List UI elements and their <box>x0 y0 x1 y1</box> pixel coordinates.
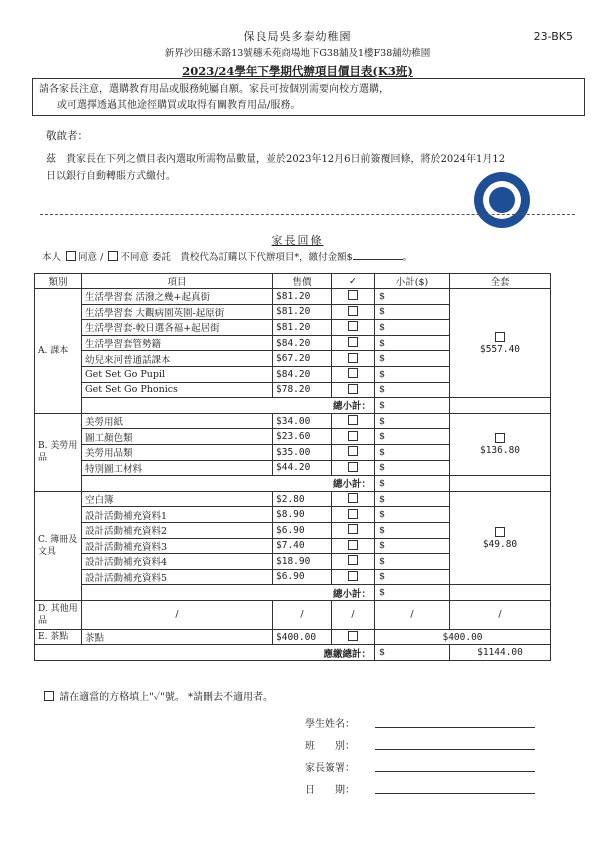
subtotal-cell[interactable]: $ <box>375 351 450 367</box>
field-signature-line[interactable] <box>375 771 535 772</box>
item-name: 幼兒來河普通話課本 <box>82 351 273 367</box>
field-student-name-line[interactable] <box>375 727 535 728</box>
form-title: 2023/24學年下學期代辦項目價目表(K3班) <box>182 64 413 78</box>
subtotal-value-b[interactable]: $ <box>375 476 450 492</box>
agree-slash: / <box>100 252 104 263</box>
subtotal-cell[interactable]: $ <box>375 382 450 398</box>
item-price: $81.20 <box>273 289 332 305</box>
item-checkbox[interactable] <box>348 321 358 331</box>
notice-line-2: 或可選擇透過其他途徑購買或取得有關教育用品/服務。 <box>57 100 301 111</box>
field-class-label: 班 別： <box>305 741 355 752</box>
price-table <box>34 273 551 661</box>
category-b: B. 美勞用品 <box>35 413 82 491</box>
item-price: $6.90 <box>273 522 332 538</box>
item-name: 生活學習套-較日選各福+起居街 <box>82 320 273 336</box>
subtotal-row-a <box>35 398 551 414</box>
notice-box <box>32 78 585 116</box>
field-student-name-label: 學生姓名： <box>305 719 355 730</box>
school-name: 保良局吳多泰幼稚園 <box>243 30 352 43</box>
category-e: E. 茶點 <box>35 629 82 645</box>
category-c: C. 簿冊及文具 <box>35 491 82 600</box>
item-checkbox[interactable] <box>348 524 358 534</box>
grand-total-value: $1144.00 <box>450 645 551 661</box>
item-checkbox[interactable] <box>348 290 358 300</box>
item-checkbox[interactable] <box>348 431 358 441</box>
item-name: 美勞用紙 <box>82 413 273 429</box>
item-checkbox[interactable] <box>348 337 358 347</box>
other-slash: / <box>375 600 450 629</box>
item-name: 茶點 <box>82 629 273 645</box>
instruction-text: 請在適當的方格填上"✓"號。 *請刪去不適用者。 <box>59 692 274 703</box>
field-signature-label: 家長簽署： <box>305 763 355 774</box>
item-price: $81.20 <box>273 304 332 320</box>
subtotal-cell[interactable]: $ <box>375 538 450 554</box>
item-checkbox[interactable] <box>348 415 358 425</box>
item-checkbox[interactable] <box>348 384 358 394</box>
item-name: 設計活動補充資料3 <box>82 538 273 554</box>
item-price: $8.90 <box>273 507 332 523</box>
subtotal-cell[interactable]: $ <box>375 460 450 476</box>
school-seal <box>474 172 530 228</box>
subtotal-cell[interactable]: $ <box>375 413 450 429</box>
item-name: 設計活動補充資料2 <box>82 522 273 538</box>
subtotal-label-b: 總小計： <box>82 476 375 492</box>
subtotal-cell[interactable]: $ <box>375 491 450 507</box>
header-item: 項目 <box>82 274 273 289</box>
grand-total-row <box>35 645 551 661</box>
agree-checkbox[interactable] <box>66 251 76 261</box>
set-total-c <box>450 491 551 585</box>
header-category: 類別 <box>35 274 82 289</box>
item-name: 設計活動補充資料1 <box>82 507 273 523</box>
disagree-checkbox[interactable] <box>108 251 118 261</box>
item-checkbox[interactable] <box>348 631 358 641</box>
form-code: 23-BK5 <box>533 30 573 43</box>
item-price: $84.20 <box>273 335 332 351</box>
table-row <box>35 413 551 429</box>
item-price: $34.00 <box>273 413 332 429</box>
header-price: 售價 <box>273 274 332 289</box>
item-price: $78.20 <box>273 382 332 398</box>
subtotal-cell[interactable]: $ <box>375 289 450 305</box>
table-row <box>35 289 551 305</box>
item-price: $84.20 <box>273 366 332 382</box>
item-name: 空白簿 <box>82 491 273 507</box>
subtotal-cell[interactable]: $ <box>375 444 450 460</box>
subtotal-cell[interactable]: $ <box>375 507 450 523</box>
agreement-line <box>42 249 412 263</box>
subtotal-cell[interactable]: $ <box>375 366 450 382</box>
subtotal-cell[interactable]: $ <box>375 522 450 538</box>
tea-total: $400.00 <box>375 629 551 645</box>
subtotal-label-c: 總小計： <box>82 585 375 601</box>
subtotal-label-a: 總小計： <box>82 398 375 414</box>
set-checkbox-a[interactable] <box>495 332 505 342</box>
other-slash: / <box>82 600 273 629</box>
item-price: $35.00 <box>273 444 332 460</box>
category-a: A. 課本 <box>35 289 82 414</box>
subtotal-row-b <box>35 476 551 492</box>
item-name: 生活學習套管勢籍 <box>82 335 273 351</box>
set-total-a <box>450 289 551 398</box>
agreement-end: 。 <box>402 252 413 263</box>
reply-title: 家長回條 <box>271 234 324 247</box>
category-d: D. 其他用品 <box>35 600 82 629</box>
grand-total-dollar[interactable]: $ <box>375 645 450 661</box>
agreement-prefix: 本人 <box>42 252 62 263</box>
item-price: $81.20 <box>273 320 332 336</box>
subtotal-cell[interactable]: $ <box>375 320 450 336</box>
notice-line-1: 請各家長注意，選購教育用品或服務純屬自願。家長可按個別需要向校方選購， <box>39 84 389 95</box>
school-address: 新界沙田穗禾路13號穗禾苑商場地下G38舖及1樓F38舖幼稚園 <box>164 48 431 59</box>
field-class-line[interactable] <box>375 749 535 750</box>
disagree-label: 不同意 <box>120 252 149 263</box>
table-header <box>35 274 551 289</box>
item-price: $400.00 <box>273 629 332 645</box>
subtotal-cell[interactable]: $ <box>375 429 450 445</box>
item-name: Get Set Go Phonics <box>82 382 273 398</box>
item-checkbox[interactable] <box>348 368 358 378</box>
item-name: 生活學習套 活潑之幾+起真街 <box>82 289 273 305</box>
table-row <box>35 491 551 507</box>
subtotal-cell[interactable]: $ <box>375 335 450 351</box>
subtotal-value-c[interactable]: $ <box>375 585 450 601</box>
item-price: $67.20 <box>273 351 332 367</box>
field-date-label: 日 期： <box>305 785 355 796</box>
item-checkbox[interactable] <box>348 306 358 316</box>
subtotal-value-a[interactable]: $ <box>375 398 450 414</box>
header-subtotal: 小計($) <box>375 274 450 289</box>
subtotal-cell[interactable]: $ <box>375 554 450 570</box>
set-checkbox-c[interactable] <box>495 527 505 537</box>
field-date-line[interactable] <box>375 793 535 794</box>
subtotal-row-c <box>35 585 551 601</box>
header-check: ✓ <box>332 274 375 289</box>
instruction-box <box>44 691 54 701</box>
item-checkbox[interactable] <box>348 540 358 550</box>
body-text: 茲 貴家長在下列之價目表內選取所需物品數量，並於2023年12月6日前簽覆回條，將於2024年1月12日以銀行自動轉賬方式繳付。 <box>46 154 506 182</box>
set-total-b <box>450 413 551 475</box>
item-price: $44.20 <box>273 460 332 476</box>
item-price: $2.80 <box>273 491 332 507</box>
item-checkbox[interactable] <box>348 353 358 363</box>
set-price-b: $136.80 <box>479 444 521 456</box>
agreement-suffix: 委託 貴校代為訂購以下代辦項目*，繳付金額$ <box>151 252 353 263</box>
amount-blank[interactable] <box>353 259 403 260</box>
agree-label: 同意 <box>78 252 98 263</box>
item-name: Get Set Go Pupil <box>82 366 273 382</box>
set-checkbox-b[interactable] <box>495 433 505 443</box>
subtotal-cell[interactable]: $ <box>375 304 450 320</box>
set-price-a: $557.40 <box>479 343 521 355</box>
item-price: $23.60 <box>273 429 332 445</box>
table-row-other <box>35 600 551 629</box>
other-slash: / <box>450 600 551 629</box>
item-name: 設計活動補充資料4 <box>82 554 273 570</box>
other-slash: / <box>332 600 375 629</box>
item-checkbox[interactable] <box>348 462 358 472</box>
item-name: 特別圖工材料 <box>82 460 273 476</box>
cut-line <box>40 214 575 215</box>
item-checkbox[interactable] <box>348 446 358 456</box>
item-name: 美勞用品類 <box>82 444 273 460</box>
item-name: 設計活動補充資料5 <box>82 569 273 585</box>
item-checkbox[interactable] <box>348 493 358 503</box>
item-checkbox[interactable] <box>348 555 358 565</box>
item-price: $18.90 <box>273 554 332 570</box>
table-row-tea <box>35 629 551 645</box>
header-all: 全套 <box>450 274 551 289</box>
set-price-c: $49.80 <box>482 538 518 550</box>
greeting: 敬啟者： <box>46 130 88 142</box>
item-name: 生活學習套 大觀病園英園-起原街 <box>82 304 273 320</box>
item-checkbox[interactable] <box>348 509 358 519</box>
grand-total-label: 應繳總計： <box>35 645 375 661</box>
item-price: $6.90 <box>273 569 332 585</box>
item-price: $7.40 <box>273 538 332 554</box>
other-slash: / <box>273 600 332 629</box>
subtotal-cell[interactable]: $ <box>375 569 450 585</box>
item-checkbox[interactable] <box>348 571 358 581</box>
instruction <box>42 688 273 703</box>
item-name: 圖工顏色類 <box>82 429 273 445</box>
